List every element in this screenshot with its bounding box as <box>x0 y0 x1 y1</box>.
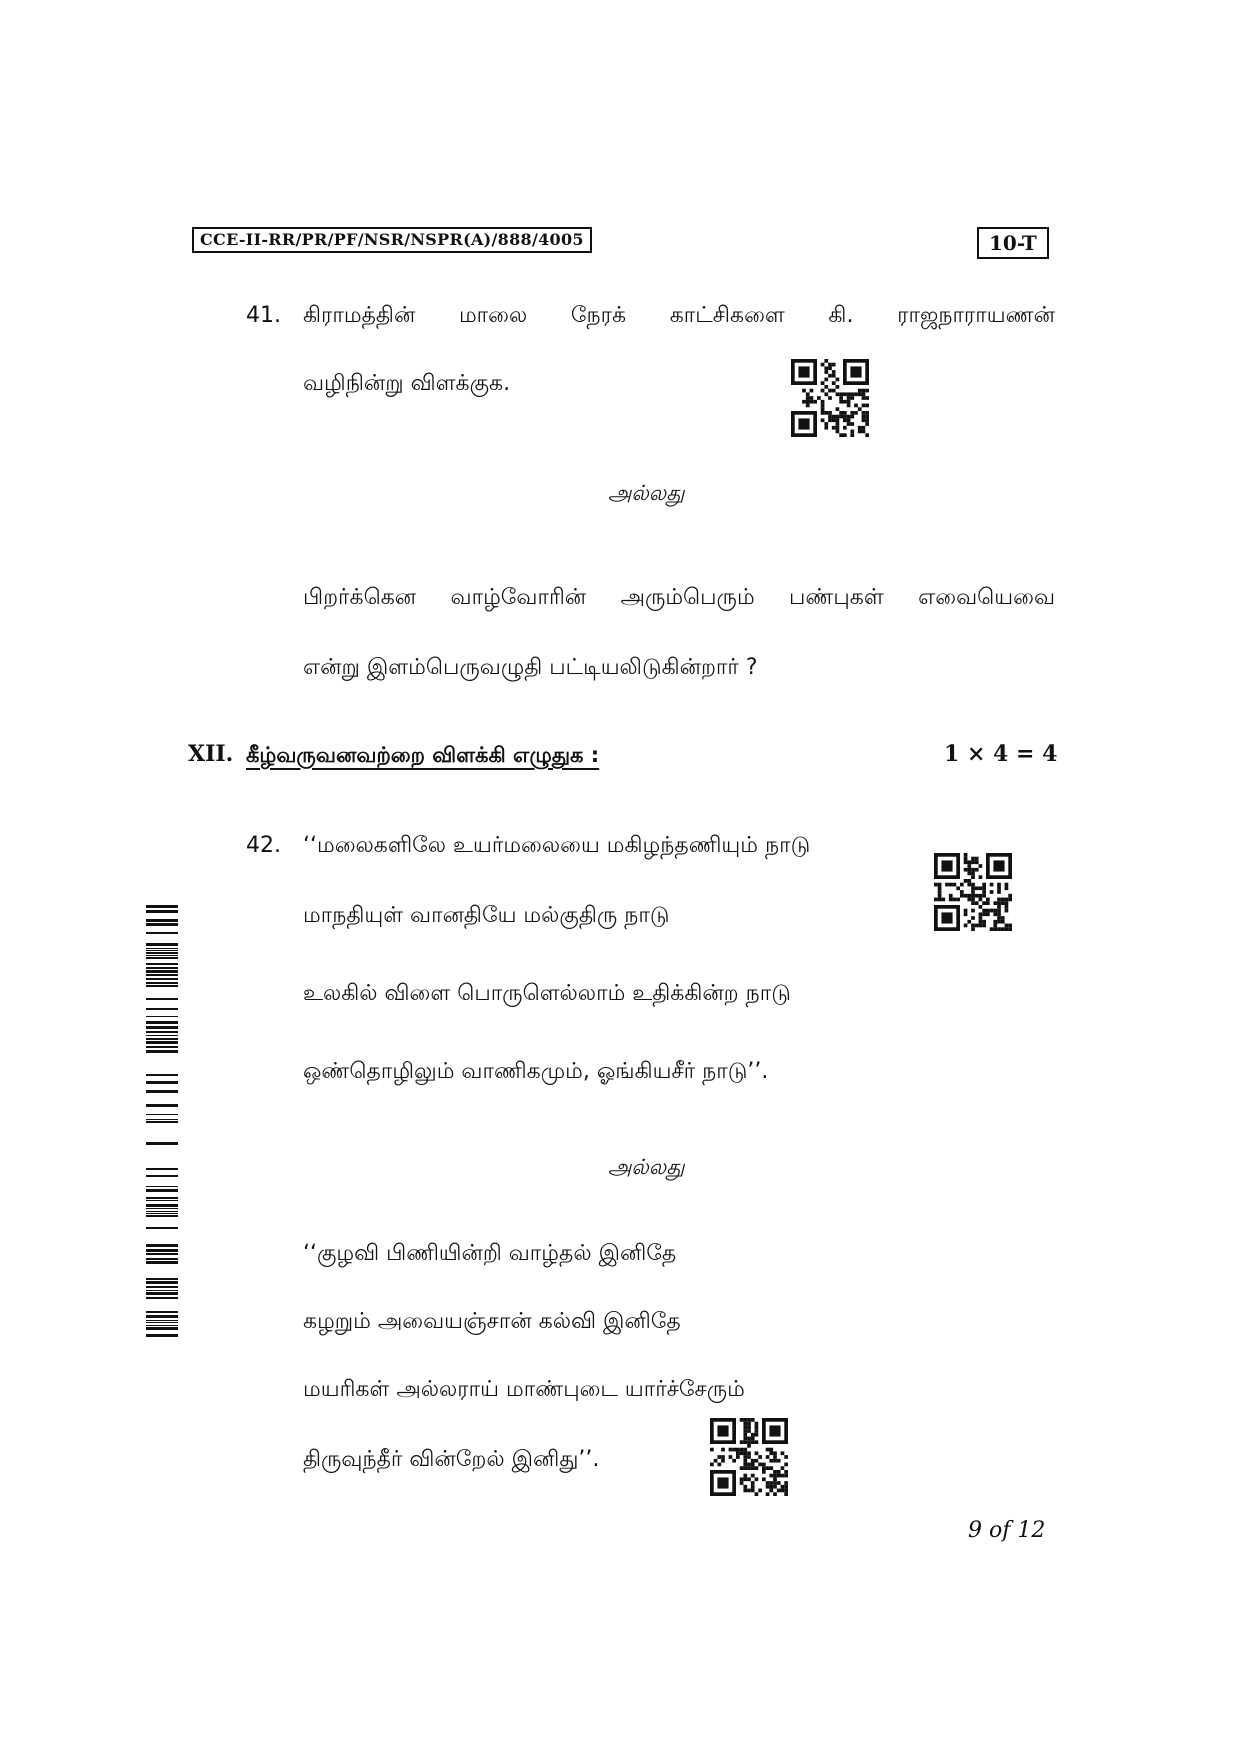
question-41-alt-line-2: என்று இளம்பெருவழுதி பட்டியலிடுகின்றார் ? <box>303 655 758 680</box>
question-42-alt-line-2: கழறும் அவையஞ்சான் கல்வி இனிதே <box>303 1309 681 1334</box>
side-barcode <box>146 905 178 1337</box>
section-number: XII. <box>188 741 234 767</box>
qr-code-1 <box>791 359 869 437</box>
qr-code-3 <box>710 1418 788 1496</box>
paper-code: CCE-II-RR/PR/PF/NSR/NSPR(A)/888/4005 <box>192 227 592 253</box>
or-separator-41: அல்லது <box>608 481 685 505</box>
question-42-alt-line-1: ‘‘குழவி பிணியின்றி வாழ்தல் இனிதே <box>303 1241 677 1266</box>
question-42-number: 42. <box>246 833 281 858</box>
question-42-line-3: உலகில் விளை பொருளெல்லாம் உதிக்கின்ற நாடு <box>303 981 791 1006</box>
question-41-line-2: வழிநின்று விளக்குக. <box>303 371 511 396</box>
qr-code-2 <box>934 853 1012 931</box>
page-number: 9 of 12 <box>968 1518 1046 1543</box>
question-41-line-1: கிராமத்தின் மாலை நேரக் காட்சிகளை கி. ராஜநாராயணன் <box>303 303 1055 328</box>
question-42-line-1: ‘‘மலைகளிலே உயர்மலையை மகிழந்தணியும் நாடு <box>303 833 811 858</box>
or-separator-42: அல்லது <box>608 1155 685 1179</box>
section-title: கீழ்வருவனவற்றை விளக்கி எழுதுக : <box>246 743 600 767</box>
question-42-line-2: மாநதியுள் வானதியே மல்குதிரு நாடு <box>303 903 670 928</box>
question-41-alt-line-1: பிறர்க்கென வாழ்வோரின் அரும்பெரும் பண்புகள் எவையெவை <box>303 585 1055 610</box>
question-41-number: 41. <box>246 303 281 328</box>
question-42-alt-line-4: திருவுந்தீர் வின்றேல் இனிது’’. <box>303 1447 600 1472</box>
version-code: 10-T <box>977 227 1049 259</box>
question-42-alt-line-3: மயரிகள் அல்லராய் மாண்புடை யார்ச்சேரும் <box>303 1377 745 1402</box>
section-marks: 1 × 4 = 4 <box>944 741 1058 767</box>
question-42-line-4: ஒண்தொழிலும் வாணிகமும், ஓங்கியசீர் நாடு’’. <box>303 1059 769 1084</box>
